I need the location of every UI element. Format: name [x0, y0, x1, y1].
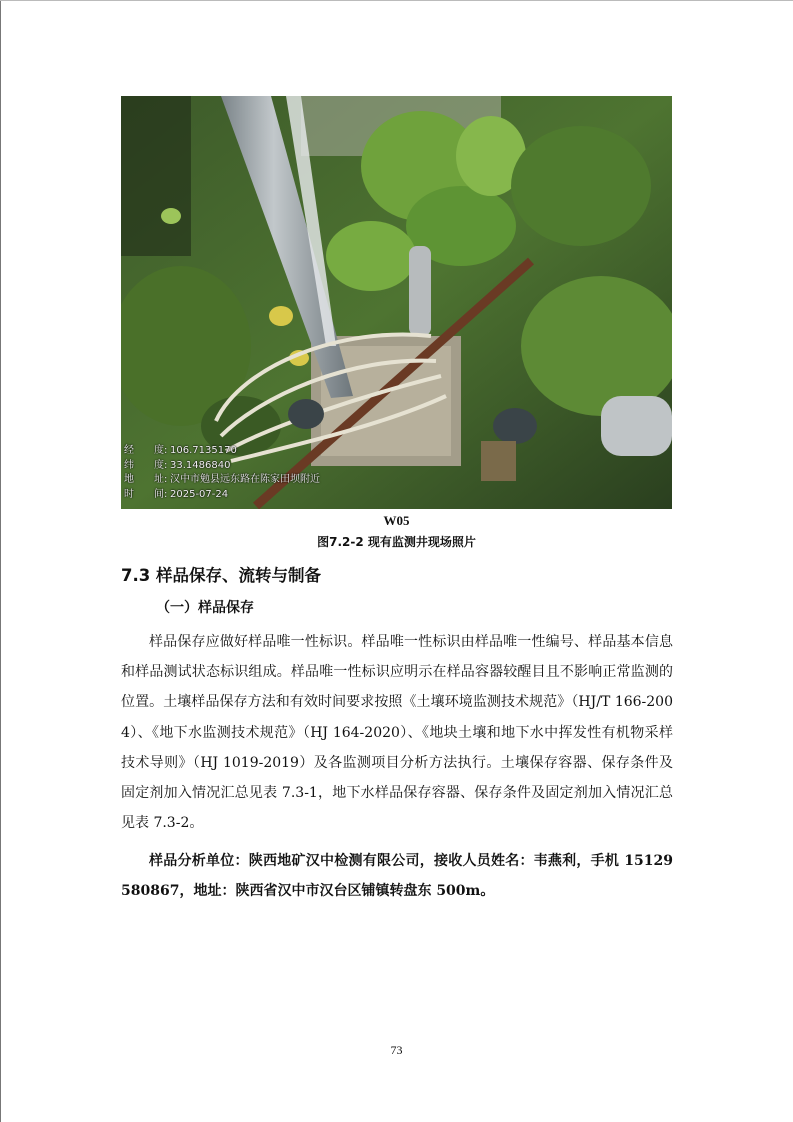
page-edge-left — [0, 0, 1, 1122]
page-number: 73 — [390, 1043, 403, 1057]
longitude-value: 106.7135170 — [170, 445, 237, 456]
latitude-value: 33.1486840 — [170, 459, 231, 471]
page-edge-top — [0, 0, 793, 1]
analysis-unit-paragraph: 样品分析单位：陕西地矿汉中检测有限公司，接收人员姓名：韦燕利，手机 15129580867，地址：陕西省汉中市汉台区铺镇转盘东 500m。 — [121, 853, 673, 900]
latitude-row — [124, 459, 320, 474]
geotag-stamp — [124, 444, 320, 502]
address-value: 汉中市勉县远东路在陈家田坝附近 — [170, 474, 320, 485]
monitoring-well-photo — [121, 96, 672, 509]
latitude-label: 纬 度: — [124, 459, 168, 471]
photo-label: W05 — [383, 513, 410, 528]
time-row — [124, 488, 320, 503]
time-value: 2025-07-24 — [170, 488, 229, 500]
longitude-label: 经 度: — [124, 445, 168, 456]
body-paragraph: 样品保存应做好样品唯一性标识。样品唯一性标识由样品唯一性编号、样品基本信息和样品测试状态标识组成。样品唯一性标识应明示在样品容器较醒目且不影响正常监测的位置。土壤样品保存方法和有效时间要求按照《土壤环境监测技术规范》（HJ/T 166-2004）、《地下水监测技术规范》（HJ 164-2020）、《地块土壤和地下水中挥发性有机物采样技术导则》（HJ 1019-2019）及各监测项目分析方法执行。土壤保存容器、保存条件及固定剂加入情况汇总见表 7.3-1，地下水样品保存容器、保存条件及固定剂加入情况汇总见表 7.3-2。 — [121, 634, 673, 832]
time-label: 时 间: — [124, 488, 168, 500]
address-row — [124, 473, 320, 488]
section-heading: 7.3 样品保存、流转与制备 — [121, 566, 321, 585]
longitude-row — [124, 444, 320, 459]
address-label: 地 址: — [124, 474, 168, 485]
sub-heading: （一）样品保存 — [156, 600, 254, 616]
figure-caption: 图7.2-2 现有监测井现场照片 — [317, 535, 476, 549]
